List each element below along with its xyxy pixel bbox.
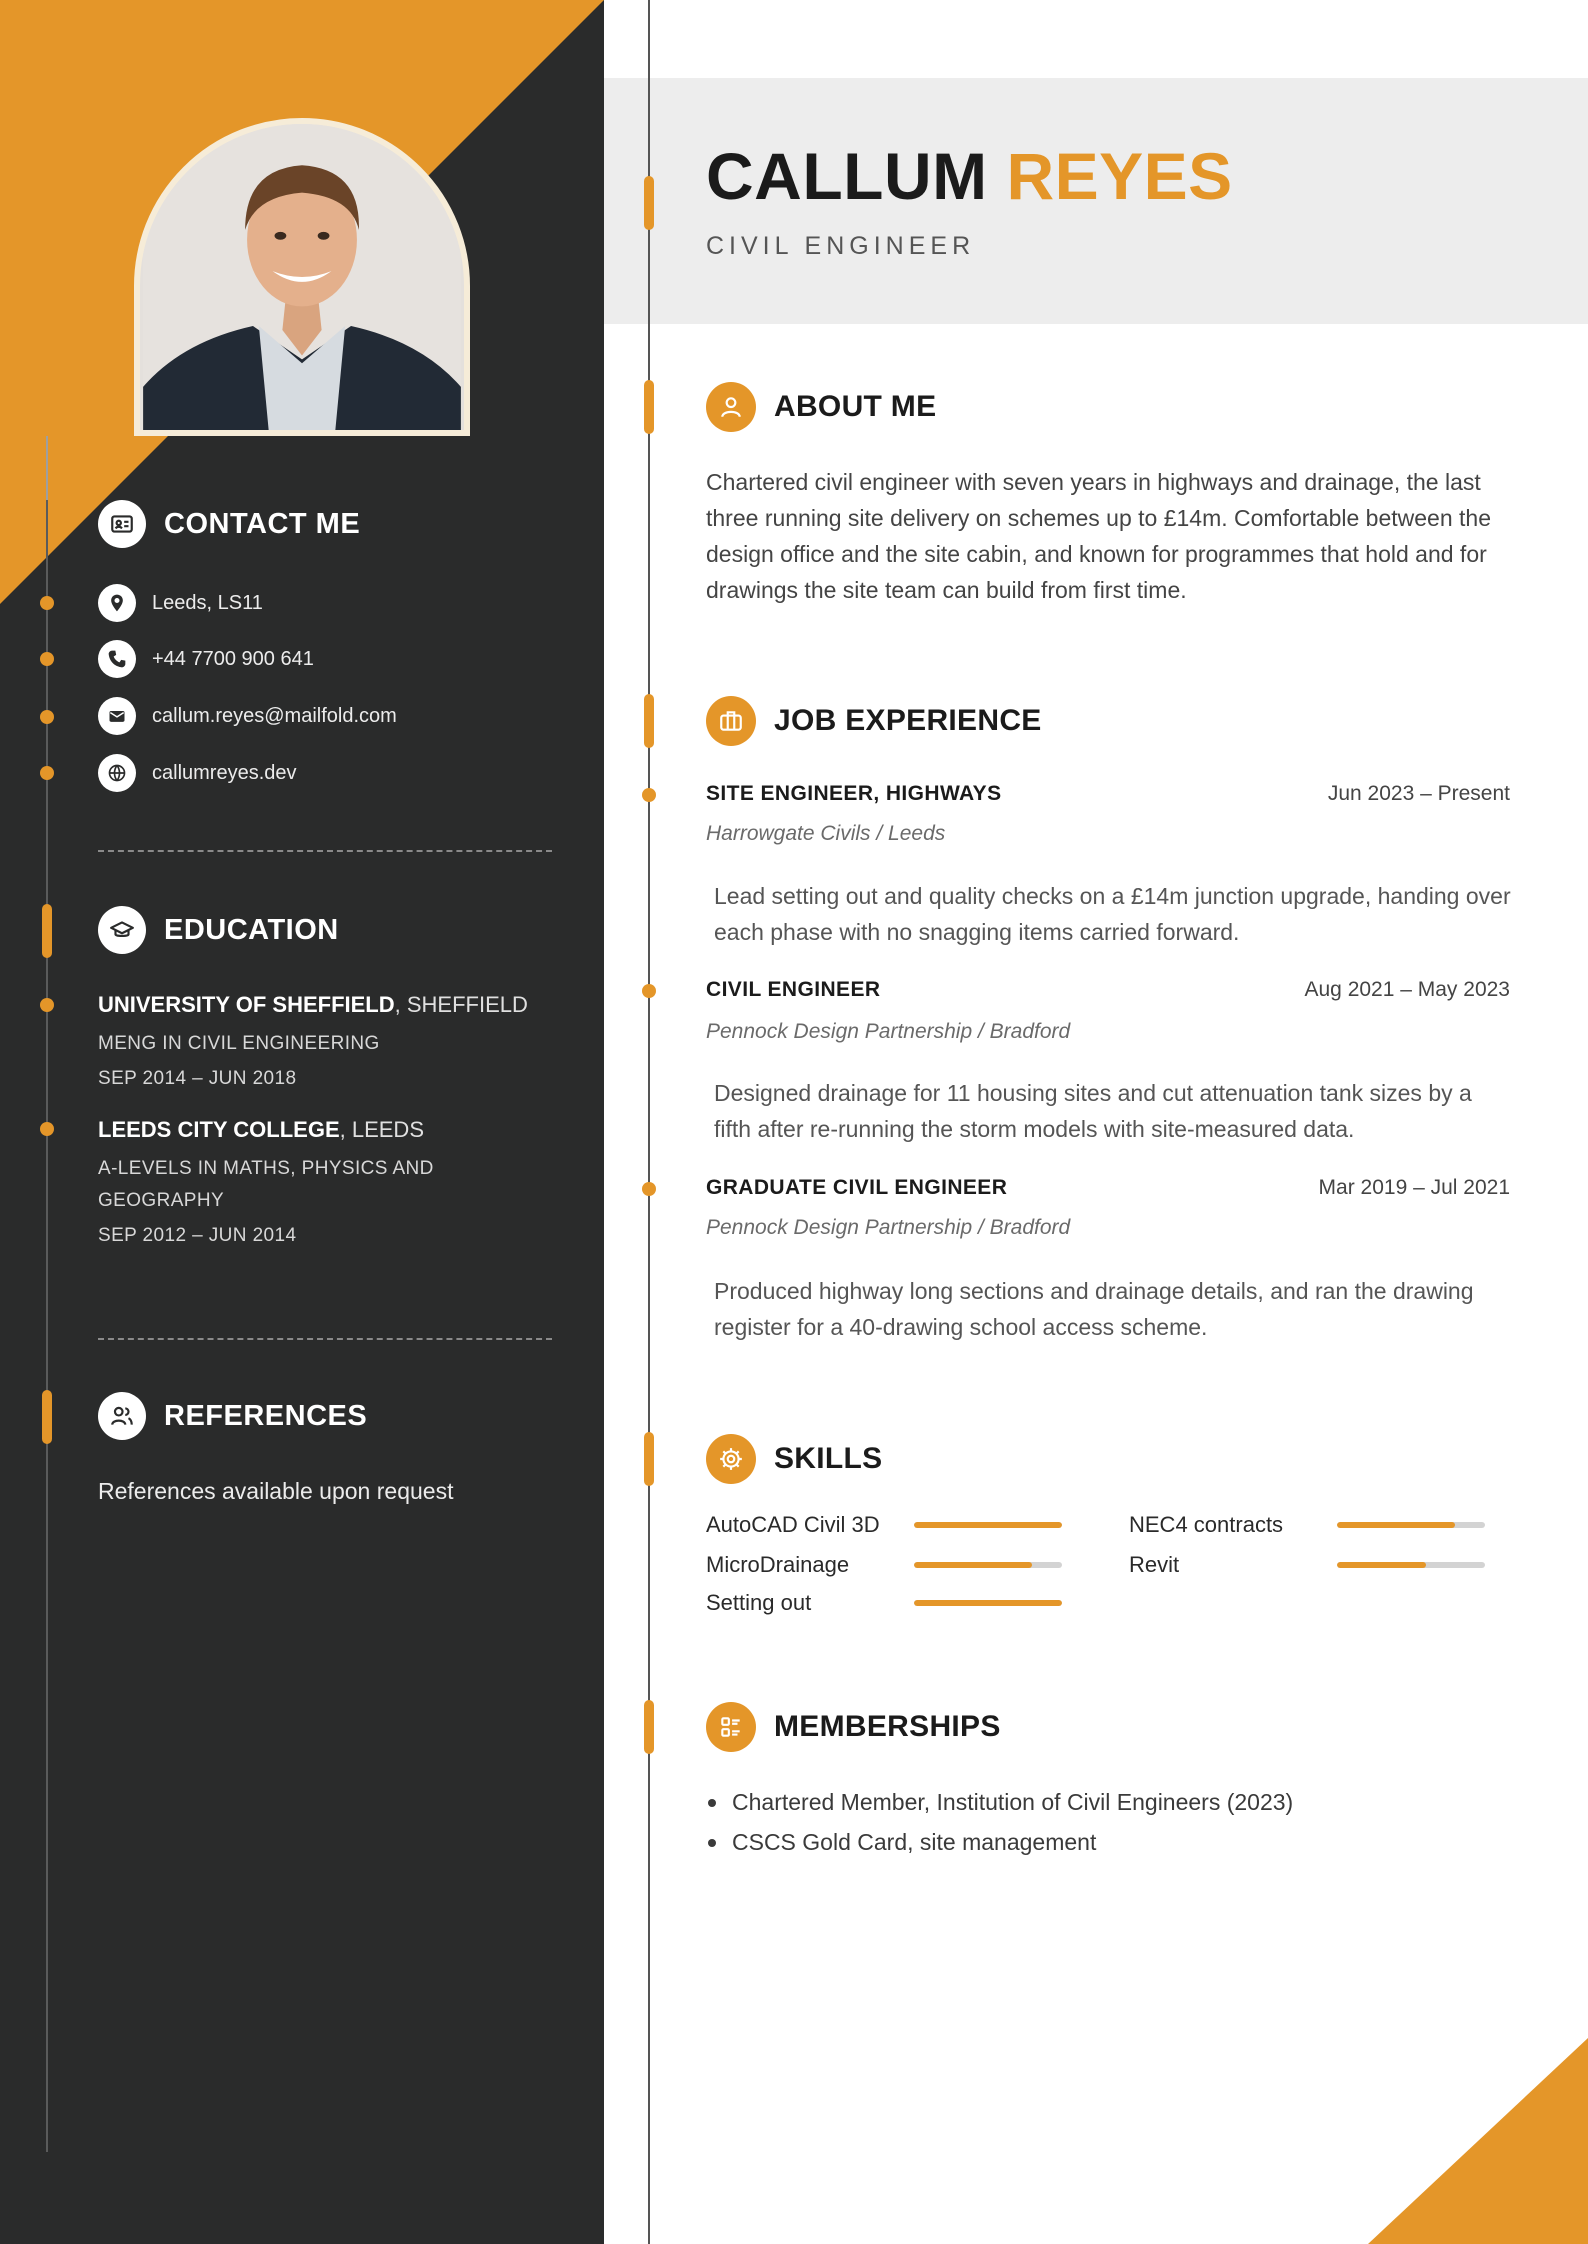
job-role: SITE ENGINEER, HIGHWAYS (706, 782, 1002, 805)
skill-bar-fill (914, 1522, 1062, 1528)
memberships-list (706, 1782, 1293, 1862)
user-icon (706, 382, 756, 432)
timeline-dot (642, 1182, 656, 1196)
phone-icon (98, 640, 136, 678)
job-header (706, 978, 1510, 1002)
timeline-marker (644, 1700, 654, 1754)
skills-title: SKILLS (774, 1442, 883, 1475)
education-degree: A-LEVELS IN MATHS, PHYSICS AND GEOGRAPHY (98, 1158, 434, 1211)
about-text: Chartered civil engineer with seven years in highways and drainage, the last three running site delivery on schemes up to £14m. Comfortable between the design office and the site cabin, and known for programmes that hold and for drawings the site team can build from first time. (706, 469, 1491, 603)
contact-item-phone[interactable] (98, 640, 314, 678)
education-dates: SEP 2014 – JUN 2018 (98, 1068, 297, 1089)
education-degree: MENG IN CIVIL ENGINEERING (98, 1033, 380, 1054)
skill-item (706, 1512, 1062, 1538)
skill-name: NEC4 contracts (1129, 1512, 1284, 1537)
skill-bar (914, 1562, 1062, 1568)
skill-bar-fill (1337, 1522, 1455, 1528)
timeline-dot (40, 710, 54, 724)
timeline-marker (644, 176, 654, 230)
portrait-illustration (140, 124, 464, 430)
skill-name: MicroDrainage (706, 1552, 850, 1577)
skill-item (706, 1552, 1062, 1578)
contact-item-email[interactable] (98, 697, 397, 735)
timeline-dot (40, 652, 54, 666)
education-item (98, 1115, 568, 1251)
about-section-title (706, 382, 936, 432)
skill-bar (914, 1600, 1062, 1606)
timeline-dot (40, 766, 54, 780)
memberships-title: MEMBERSHIPS (774, 1710, 1001, 1743)
timeline-marker (644, 1432, 654, 1486)
job-description: Designed drainage for 11 housing sites and cut attenuation tank sizes by a fifth after re-running the storm models with site-measured data. (714, 1080, 1472, 1142)
job-role: CIVIL ENGINEER (706, 978, 881, 1001)
list-item: Chartered Member, Institution of Civil Engineers (2023) (706, 1782, 1293, 1822)
contact-website: callumreyes.dev (152, 761, 297, 784)
skill-name: AutoCAD Civil 3D (706, 1512, 880, 1537)
skill-item (1129, 1552, 1485, 1578)
gear-icon (706, 1434, 756, 1484)
globe-icon (98, 754, 136, 792)
memberships-section-title (706, 1702, 1001, 1752)
education-section-title (98, 906, 339, 954)
timeline-dot (40, 1122, 54, 1136)
users-icon (98, 1392, 146, 1440)
last-name: REYES (1006, 139, 1233, 213)
education-dates: SEP 2012 – JUN 2014 (98, 1225, 297, 1246)
skill-item (1129, 1512, 1485, 1538)
education-school-line (98, 990, 568, 1020)
skill-bar-fill (1337, 1562, 1426, 1568)
contact-phone: +44 7700 900 641 (152, 647, 314, 670)
education-school-line (98, 1115, 568, 1145)
timeline-marker (42, 1390, 52, 1444)
job-dates: Jun 2023 – Present (1327, 782, 1510, 805)
skills-section-title (706, 1434, 882, 1484)
skill-bar-fill (914, 1562, 1032, 1568)
timeline-dot (40, 596, 54, 610)
contact-section-title (98, 500, 360, 548)
mail-icon (98, 697, 136, 735)
timeline-dot (642, 984, 656, 998)
job-header (706, 1176, 1510, 1200)
person-name (706, 138, 1233, 214)
skill-bar (1337, 1522, 1485, 1528)
section-divider (98, 1338, 552, 1340)
job-header (706, 782, 1510, 806)
experience-section-title (706, 696, 1042, 746)
sidebar (0, 0, 604, 2244)
corner-accent-triangle (1368, 2038, 1588, 2244)
profile-photo (134, 118, 470, 436)
contact-title: CONTACT ME (164, 507, 361, 540)
list-item: CSCS Gold Card, site management (706, 1822, 1293, 1862)
graduation-cap-icon (98, 906, 146, 954)
contact-card-icon (98, 500, 146, 548)
list-icon (706, 1702, 756, 1752)
map-pin-icon (98, 584, 136, 622)
job-company: Pennock Design Partnership / Bradford (706, 1020, 1071, 1043)
contact-email: callum.reyes@mailfold.com (152, 704, 397, 727)
references-section-title (98, 1392, 367, 1440)
main-timeline-line (648, 0, 650, 2244)
skill-name: Setting out (706, 1590, 812, 1615)
first-name: CALLUM (706, 139, 988, 213)
education-school: LEEDS CITY COLLEGE (98, 1117, 340, 1142)
timeline-dot (642, 788, 656, 802)
job-company: Harrowgate Civils / Leeds (706, 822, 946, 845)
skill-name: Revit (1129, 1552, 1180, 1577)
person-title: CIVIL ENGINEER (706, 232, 976, 260)
contact-item-location (98, 584, 263, 622)
contact-item-website[interactable] (98, 754, 297, 792)
timeline-marker (42, 904, 52, 958)
job-role: GRADUATE CIVIL ENGINEER (706, 1176, 1008, 1199)
job-description: Lead setting out and quality checks on a £14m junction upgrade, handing over each phase with no snagging items carried forward. (714, 883, 1511, 945)
sidebar-timeline-line-top (46, 436, 48, 500)
about-title: ABOUT ME (774, 390, 937, 423)
job-dates: Mar 2019 – Jul 2021 (1318, 1176, 1510, 1199)
job-dates: Aug 2021 – May 2023 (1304, 978, 1510, 1001)
sidebar-timeline-line (46, 436, 48, 2152)
education-school: UNIVERSITY OF SHEFFIELD (98, 992, 395, 1017)
job-description: Produced highway long sections and drainage details, and ran the drawing register for a 40-drawing school access scheme. (714, 1278, 1474, 1340)
education-city: , LEEDS (339, 1117, 424, 1142)
contact-location: Leeds, LS11 (152, 591, 263, 614)
briefcase-icon (706, 696, 756, 746)
timeline-marker (644, 380, 654, 434)
references-text: References available upon request (98, 1478, 454, 1504)
job-company: Pennock Design Partnership / Bradford (706, 1216, 1071, 1239)
education-city: , SHEFFIELD (394, 992, 528, 1017)
skill-item (706, 1590, 1062, 1616)
skill-bar-fill (914, 1600, 1062, 1606)
timeline-marker (644, 694, 654, 748)
experience-title: JOB EXPERIENCE (774, 704, 1042, 737)
references-title: REFERENCES (164, 1399, 368, 1432)
skill-bar (914, 1522, 1062, 1528)
skill-bar (1337, 1562, 1485, 1568)
section-divider (98, 850, 552, 852)
education-title: EDUCATION (164, 913, 339, 946)
education-item (98, 990, 568, 1094)
timeline-dot (40, 998, 54, 1012)
